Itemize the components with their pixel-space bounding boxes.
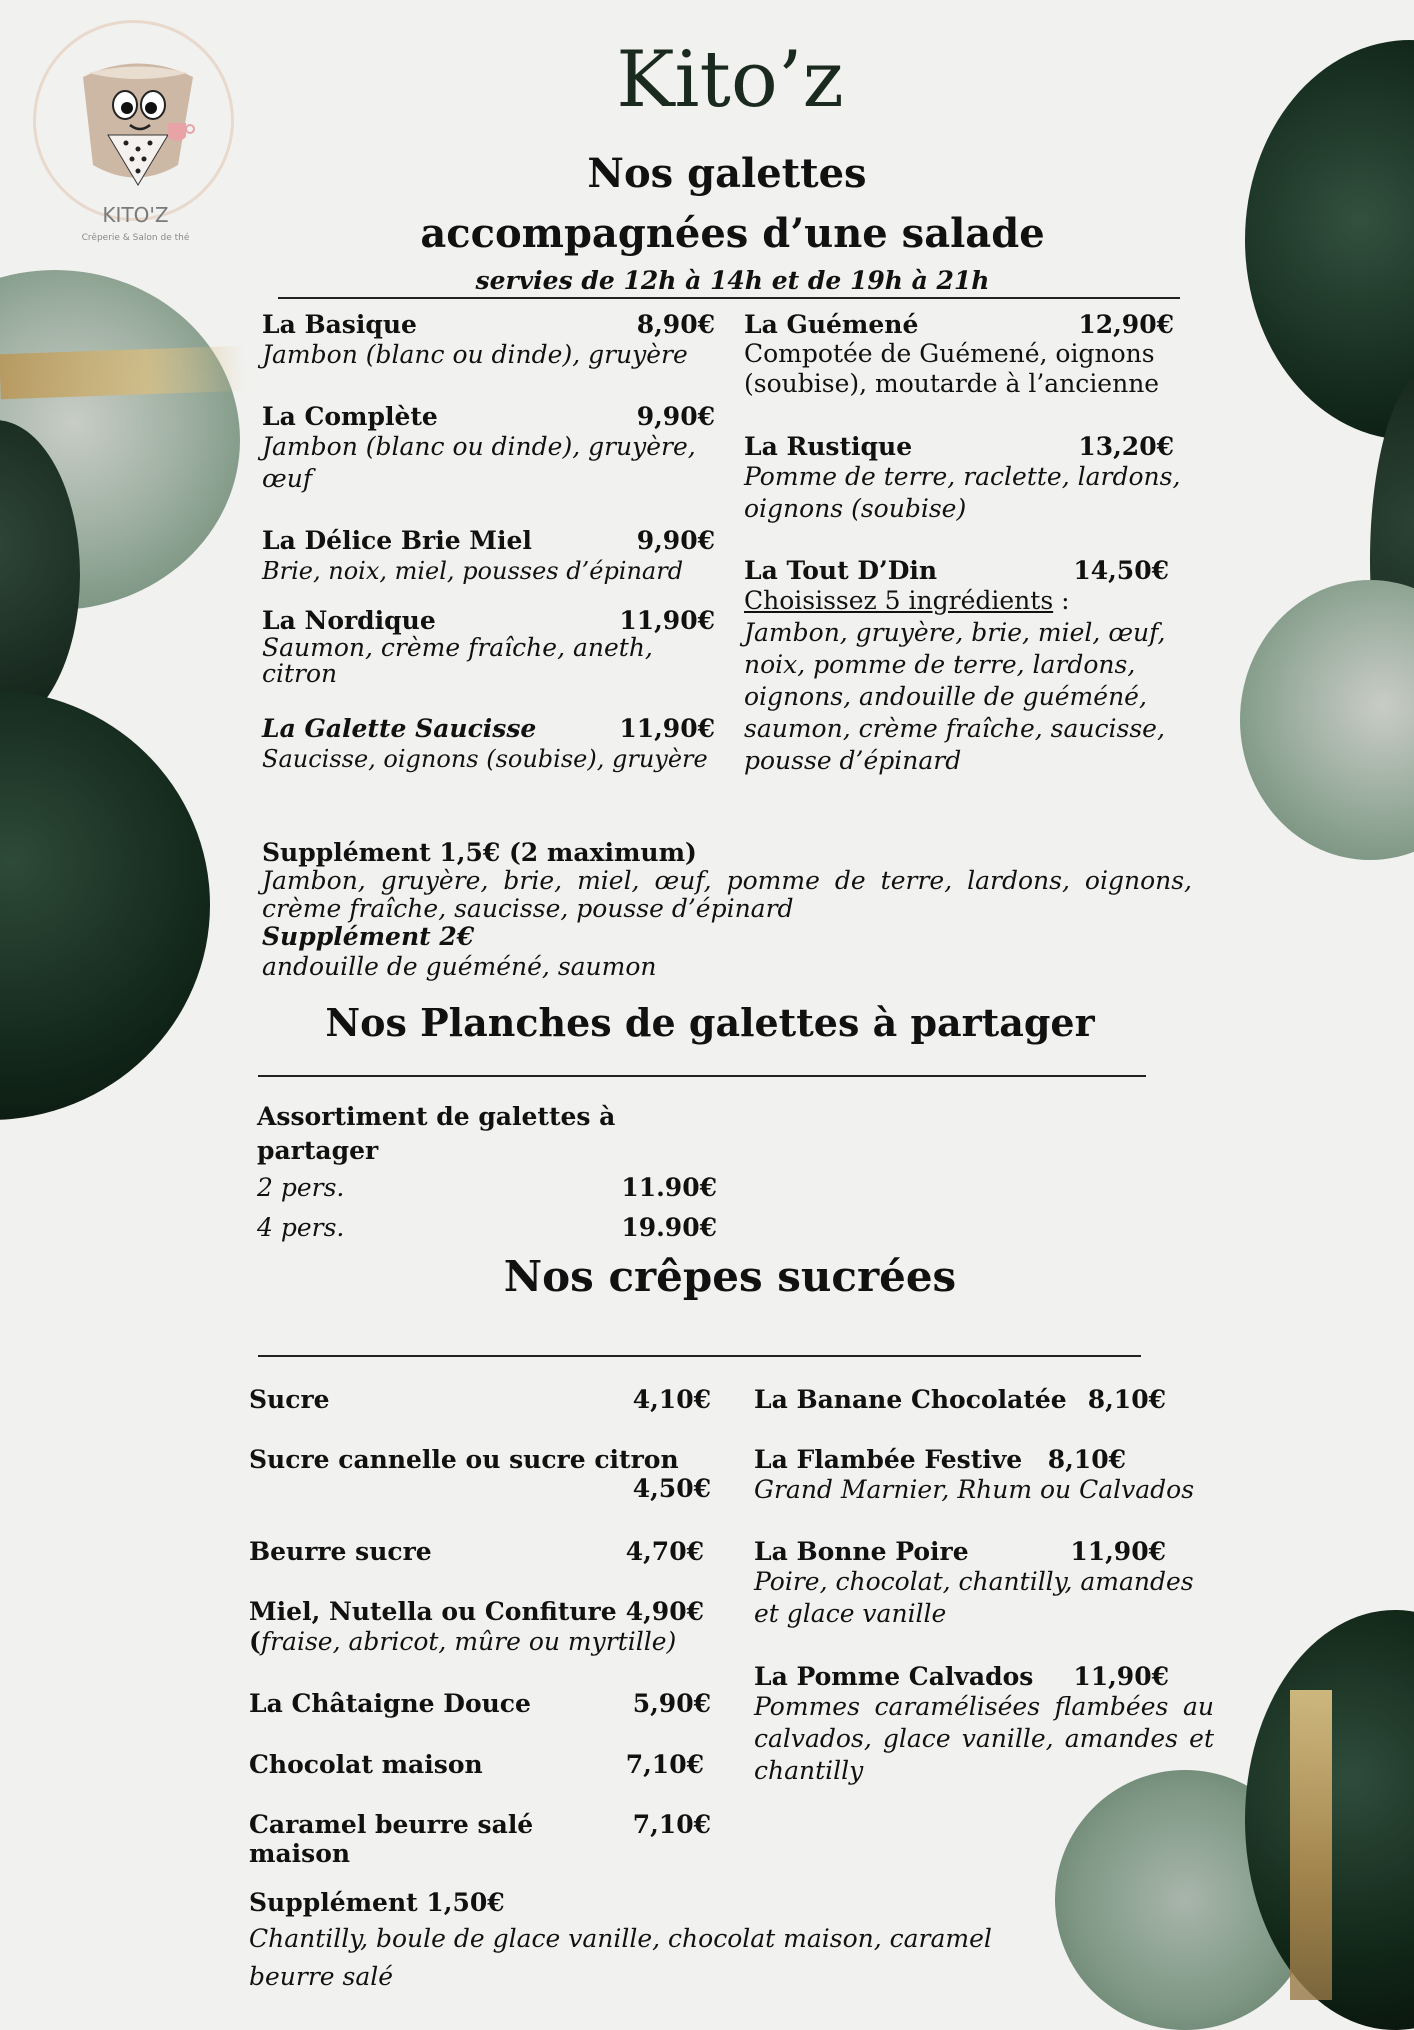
crepe-item-chataigne-douce bbox=[249, 1689, 711, 1718]
crepe-item-bonne-poire bbox=[754, 1537, 1214, 1630]
item-price: 13,20€ bbox=[1078, 432, 1174, 461]
supplement-2-description: andouille de guéméné, saumon bbox=[262, 952, 657, 981]
crepes-supplement bbox=[249, 1886, 1029, 1996]
menu-item-basique bbox=[262, 310, 715, 371]
choose-ingredients-label: Choisissez 5 ingrédients bbox=[744, 586, 1054, 615]
item-name: La Galette Saucisse bbox=[262, 714, 537, 743]
item-description bbox=[249, 1626, 719, 1658]
item-price: 11,90€ bbox=[1073, 1662, 1169, 1691]
crepe-item-miel-nutella bbox=[249, 1597, 719, 1658]
item-name: La Rustique bbox=[744, 432, 913, 461]
item-price: 12,90€ bbox=[1078, 310, 1174, 339]
planches-section bbox=[257, 1100, 717, 1248]
item-description: Jambon (blanc ou dinde), gruyère bbox=[262, 340, 688, 369]
page-title: Kito’z bbox=[616, 35, 844, 125]
menu-item-nordique bbox=[262, 606, 715, 687]
item-name: Caramel beurre salé maison bbox=[249, 1810, 534, 1868]
decor-dark-blob-left-large bbox=[0, 690, 210, 1120]
item-description: Poire, chocolat, chantilly, amandes et glace vanille bbox=[754, 1567, 1194, 1628]
item-name: Sucre cannelle ou sucre citron bbox=[249, 1445, 679, 1474]
item-price: 4,10€ bbox=[632, 1385, 711, 1414]
crepes-supplement-title: Supplément 1,50€ bbox=[249, 1888, 505, 1917]
item-price: 4,70€ bbox=[625, 1537, 704, 1566]
item-price: 9,90€ bbox=[636, 526, 715, 555]
item-choose-note bbox=[744, 585, 1174, 617]
item-price: 8,10€ bbox=[1087, 1385, 1166, 1414]
item-name: Beurre sucre bbox=[249, 1537, 432, 1566]
menu-item-delice-brie-miel bbox=[262, 526, 715, 587]
item-description: Jambon, gruyère, brie, miel, œuf, noix, pomme de terre, lardons, oignons, andouille de guéméné, saumon, crème fraîche, saucisse, pousse d’épinard bbox=[744, 618, 1166, 775]
decor-gold-stroke-bottom-right bbox=[1290, 1690, 1332, 2000]
galettes-divider bbox=[278, 297, 1180, 299]
choose-colon: : bbox=[1053, 586, 1070, 615]
item-name: La Pomme Calvados bbox=[754, 1662, 1034, 1691]
decor-sage-blob-right bbox=[1240, 580, 1414, 860]
item-price: 9,90€ bbox=[636, 402, 715, 431]
item-price: 11,90€ bbox=[619, 606, 715, 635]
item-name: Chocolat maison bbox=[249, 1750, 483, 1779]
item-price: 7,10€ bbox=[632, 1810, 711, 1839]
item-name: La Bonne Poire bbox=[754, 1537, 969, 1566]
item-name: Miel, Nutella ou Confiture bbox=[249, 1597, 617, 1626]
item-name: La Basique bbox=[262, 310, 417, 339]
menu-item-rustique bbox=[744, 432, 1181, 525]
item-name: La Banane Chocolatée bbox=[754, 1385, 1067, 1414]
item-description: Jambon (blanc ou dinde), gruyère, œuf bbox=[262, 432, 696, 493]
menu-item-complete bbox=[262, 402, 715, 495]
item-price: 14,50€ bbox=[1073, 556, 1169, 585]
item-description: Pomme de terre, raclette, lardons, oignons (soubise) bbox=[744, 462, 1181, 523]
crepe-item-flambee-festive bbox=[754, 1445, 1214, 1506]
item-description: Pommes caramélisées flambées au calvados, glace vanille, amandes et chantilly bbox=[754, 1692, 1214, 1785]
decor-gold-stroke-left bbox=[0, 346, 246, 400]
galettes-supplements bbox=[262, 838, 1192, 983]
item-name: La Guémené bbox=[744, 310, 919, 339]
item-price: 8,90€ bbox=[636, 310, 715, 339]
item-description: Grand Marnier, Rhum ou Calvados bbox=[754, 1475, 1195, 1504]
crepes-title: Nos crêpes sucrées bbox=[503, 1252, 957, 1301]
logo-tagline: Crêperie & Salon de thé bbox=[81, 233, 190, 243]
galettes-title-line1: Nos galettes bbox=[587, 150, 867, 197]
item-description-text: fraise, abricot, mûre ou myrtille) bbox=[260, 1627, 677, 1656]
supplement-1-title: Supplément 1,5€ (2 maximum) bbox=[262, 838, 697, 867]
item-name: La Complète bbox=[262, 402, 438, 431]
supplement-2-title: Supplément 2€ bbox=[262, 922, 475, 951]
crepes-supplement-description: Chantilly, boule de glace vanille, chocolat maison, caramel beurre salé bbox=[249, 1924, 992, 1991]
planches-item-title: Assortiment de galettes à partager bbox=[257, 1102, 616, 1165]
item-description: Saucisse, oignons (soubise), gruyère bbox=[262, 745, 708, 773]
crepe-item-beurre-sucre bbox=[249, 1537, 704, 1566]
item-description: Saumon, crème fraîche, aneth, citron bbox=[262, 633, 653, 688]
item-price: 4,50€ bbox=[632, 1474, 711, 1503]
planche-label: 4 pers. bbox=[257, 1213, 345, 1242]
item-name: La Châtaigne Douce bbox=[249, 1689, 531, 1718]
item-description: Brie, noix, miel, pousses d’épinard bbox=[262, 557, 684, 585]
menu-item-galette-saucisse bbox=[262, 714, 715, 775]
item-price: 7,10€ bbox=[625, 1750, 704, 1779]
item-name: Sucre bbox=[249, 1385, 330, 1414]
crepe-item-sucre-cannelle bbox=[249, 1445, 711, 1503]
item-price: 11,90€ bbox=[1070, 1537, 1166, 1566]
item-description: Compotée de Guémené, oignons (soubise), moutarde à l’ancienne bbox=[744, 339, 1160, 398]
planche-label: 2 pers. bbox=[257, 1173, 345, 1202]
supplement-1-description: Jambon, gruyère, brie, miel, œuf, pomme de terre, lardons, oignons, crème fraîche, saucisse, pousse d’épinard bbox=[262, 866, 1192, 923]
menu-item-guemene bbox=[744, 310, 1174, 399]
planches-divider bbox=[258, 1075, 1146, 1077]
item-name: La Délice Brie Miel bbox=[262, 526, 532, 555]
item-price: 8,10€ bbox=[1047, 1445, 1126, 1474]
planches-title: Nos Planches de galettes à partager bbox=[325, 1000, 1095, 1045]
menu-item-tout-ddin bbox=[744, 556, 1174, 777]
paren: ( bbox=[249, 1627, 261, 1656]
item-name: La Flambée Festive bbox=[754, 1445, 1023, 1474]
galettes-title-line2: accompagnées d’une salade bbox=[420, 210, 1045, 257]
planche-row-2-pers bbox=[257, 1168, 717, 1208]
logo-name: KITO'Z bbox=[102, 203, 169, 227]
crepes-divider bbox=[258, 1355, 1141, 1357]
crepe-item-pomme-calvados bbox=[754, 1662, 1214, 1787]
planche-row-4-pers bbox=[257, 1208, 717, 1248]
planche-price: 19.90€ bbox=[621, 1213, 717, 1242]
item-name: La Nordique bbox=[262, 606, 436, 635]
item-name: La Tout D’Din bbox=[744, 556, 938, 585]
item-price: 4,90€ bbox=[625, 1597, 704, 1626]
planche-price: 11.90€ bbox=[621, 1173, 717, 1202]
crepe-item-sucre bbox=[249, 1385, 711, 1414]
crepe-item-banane-chocolatee bbox=[754, 1385, 1166, 1414]
crepe-item-caramel-beurre-sale bbox=[249, 1810, 711, 1868]
crepe-item-chocolat-maison bbox=[249, 1750, 704, 1779]
item-price: 5,90€ bbox=[632, 1689, 711, 1718]
item-price: 11,90€ bbox=[619, 714, 715, 743]
galettes-hours: servies de 12h à 14h et de 19h à 21h bbox=[475, 266, 990, 295]
